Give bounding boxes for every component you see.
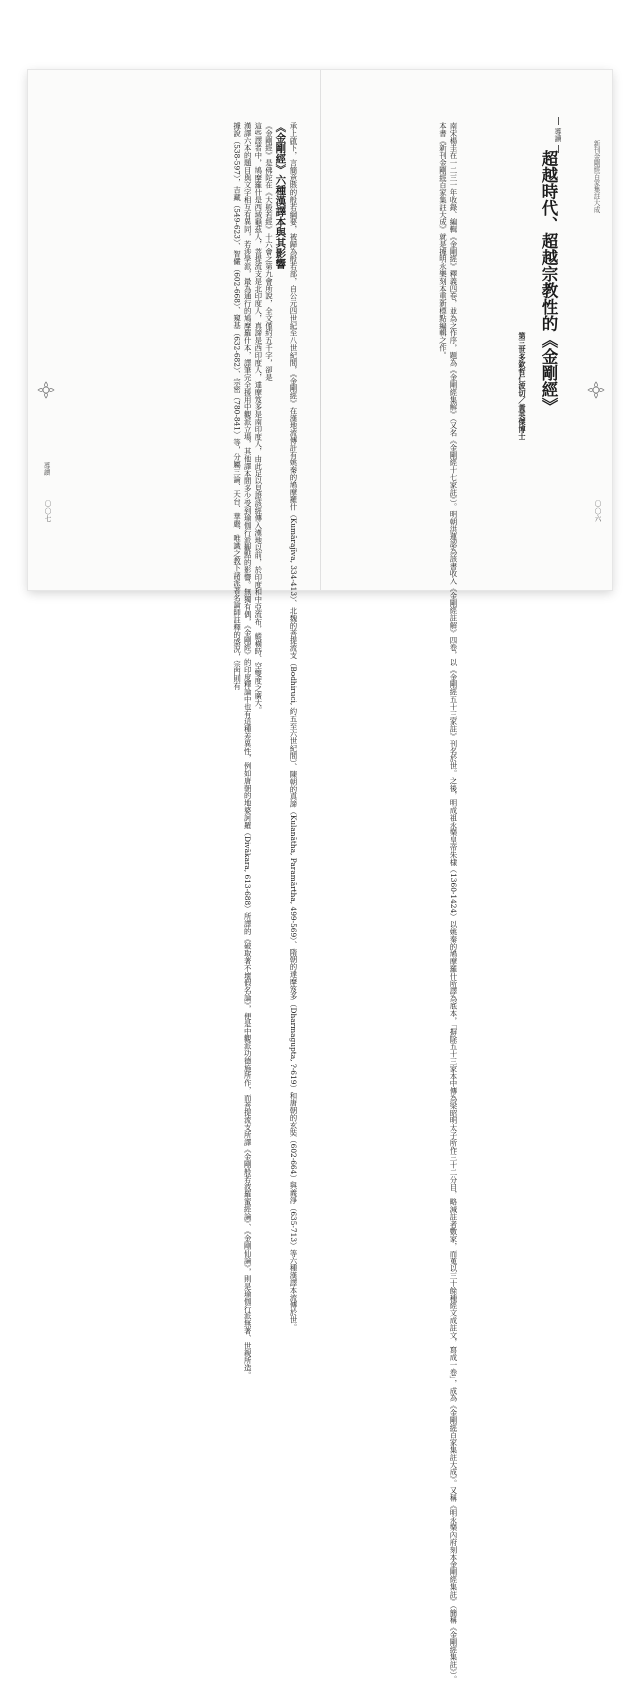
section-label: 導讀 <box>553 114 562 156</box>
lotus-ornament-icon <box>36 380 56 400</box>
left-body-text <box>74 122 298 1379</box>
right-page <box>320 70 612 1683</box>
right-body-text <box>334 122 458 1683</box>
book-spread <box>28 70 612 1683</box>
left-page-number: 〇〇七 <box>43 500 51 523</box>
left-paragraph-3: 漢譯六本的題目與文字相互有異同，若涉學派，最為通行的鳩摩羅什本，譯筆完全援用中觀派立場，其他譯本間多少受到瑜伽行派觀點的影響。無獨有偶，《金剛經》的印度釋論中也有這種差異性，例如唐朝的地婆訶羅（Divākara, 613-688）所譯的《破取著不壞假名論》，便是中觀派功德施所作，而菩提流支所譯《金剛般若波羅蜜經論》、《金剛仙論》，則是瑜伽行派無著、世親所造。 <box>243 122 253 1379</box>
author-byline: 第三世多欽哲仁波切／黃英傑博士 <box>518 332 527 440</box>
chapter-title: 超越時代、超越宗教性的《金剛經》 <box>539 150 558 414</box>
right-paragraph-2: 本書《新刊金剛經百家集註大成》就是據明永樂刻本重新標點編輯之作。 <box>438 122 448 359</box>
left-paragraph-2: 這些譯者中，鳩摩羅什是西域龜茲人，菩提流支是北印度人，真諦是西印度人，達摩笈多是南印度人，由此足以見證該經傳入漢地以前，於印度和中亞流布，縱橫時、空雙度之廣大。 <box>253 122 263 714</box>
left-paragraph-4: 據說（538-597），吉藏（549-623）、智儼（602-668）、窺基（632-682）、宗密（780-841）等，分屬三論、天台、華嚴、唯識之教下諸派著名論師註釋的盛況，宗門則有 <box>232 122 242 690</box>
left-sub-heading: 《金剛經》六種漢譯本與其影響 <box>274 122 287 269</box>
left-sub-paragraph: 《金剛經》是佛陀在《大般若經》十六會之第九會所說，全文僅約五千字，卻是 <box>264 122 274 381</box>
right-paragraph-1: 南宋楊圭在一二三一年收錄、編輯《金剛經》釋義四卷，並為之作序，題為《金剛經集解》（又名《金剛經十七家註》）。明朝洪蓮認為該書收入《金剛經註解》四卷，以《金剛經五十三家註》刊名於世。之後，明成祖永樂皇帝朱棣（1360-1424）以姚秦的鳩摩羅什所譯為底本，「摒除五十三家本中傳為梁昭明太子所作三十二分目，略減註者數家，而蒐以三十餘種經文成註文，寫成一卷」，成為《金剛經百家集註大成》。又稱《明永樂內府刻本金剛經集註》（簡稱《金剛經集註》）。 <box>449 122 458 1683</box>
left-paragraph-1: 承上啟下，言簡意賅的般若綱要，被歸為般若部，自公元四世紀至八世紀間，《金剛經》在漢地流傳計有姚秦的鳩摩羅什（Kumārajīva, 334-413）、北魏的菩提流支（Bodhiruci, 約五至六世紀間）、陳朝的真諦（Kulanātha, Paramārtha, 499-569）、隋朝的達摩笈多（Dharmagupta, ?-619）和唐朝的玄奘（602-664）與義淨（635-713）等六種漢譯本流傳於世。 <box>289 122 298 1331</box>
left-running-head: 導讀 <box>42 462 50 476</box>
right-running-head: 新刊金剛經百家集註大成 <box>592 140 600 213</box>
left-page <box>28 70 320 1379</box>
right-page-number: 〇〇六 <box>593 500 601 523</box>
lotus-ornament-icon <box>586 380 606 400</box>
